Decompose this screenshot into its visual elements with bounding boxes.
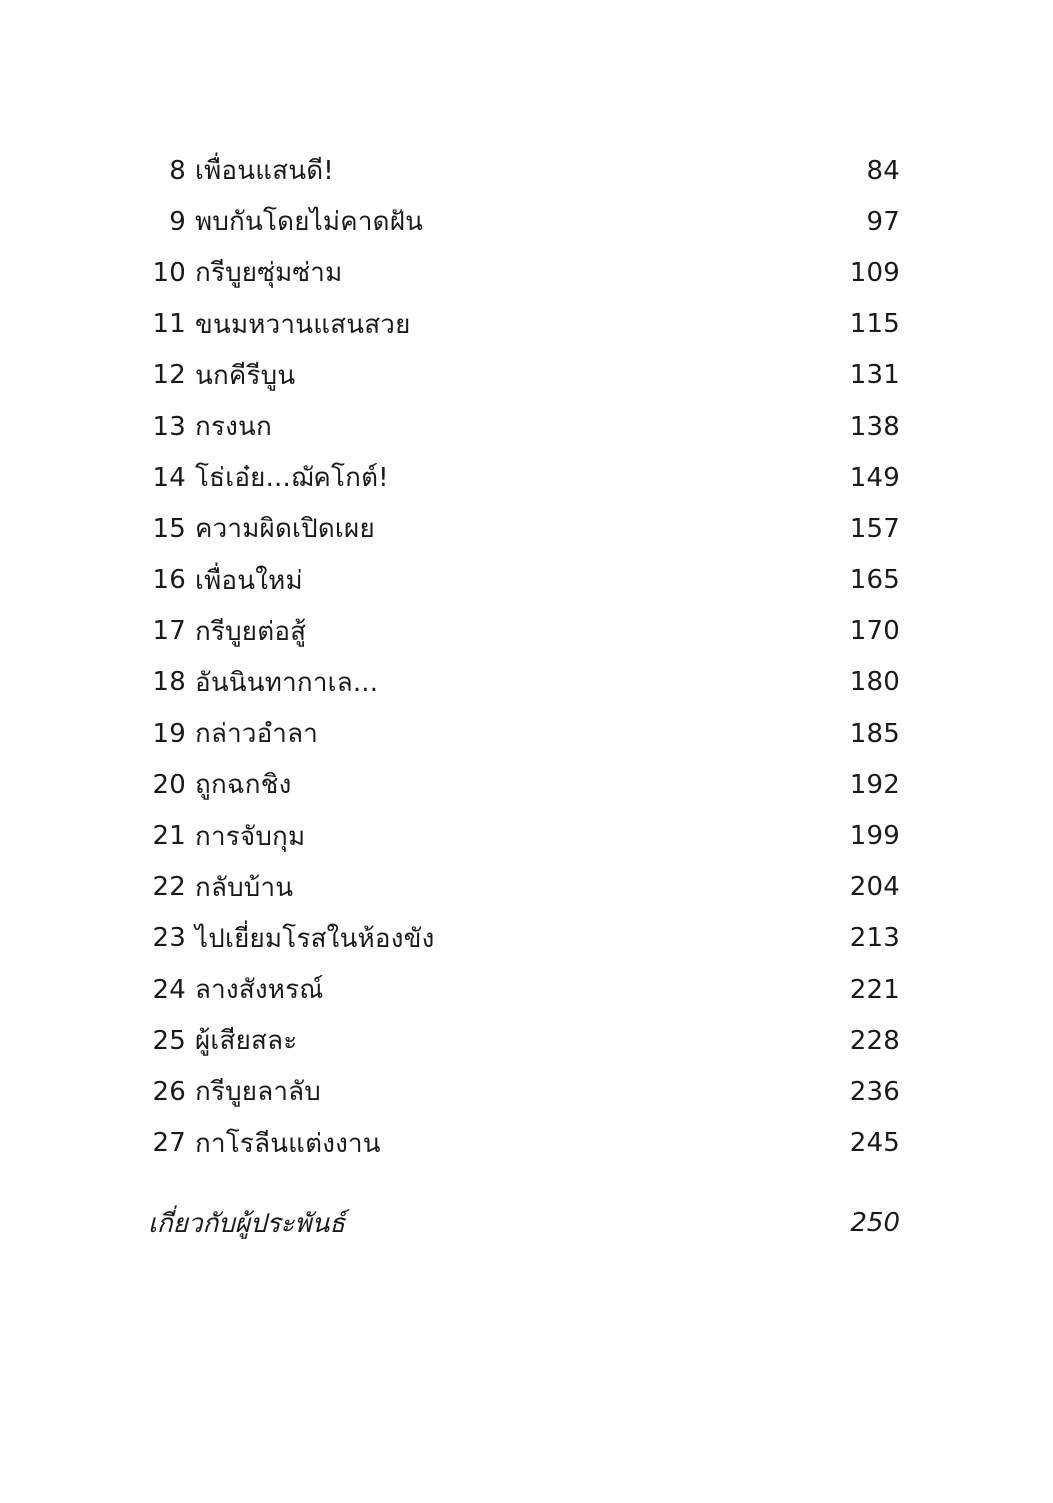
chapter-number: 14 — [152, 462, 186, 493]
page-number: 236 — [849, 1076, 900, 1107]
toc-entry — [148, 503, 900, 554]
chapter-title: ลางสังหรณ์ — [195, 975, 324, 1006]
toc-entry — [148, 708, 900, 759]
chapter-title: อันนินทากาเล... — [195, 667, 379, 698]
toc-entry — [148, 913, 900, 964]
page-number: 149 — [849, 462, 900, 493]
chapter-title: กลับบ้าน — [195, 872, 294, 903]
chapter-title: ขนมหวานแสนสวย — [195, 309, 411, 340]
chapter-title: กล่าวอำลา — [195, 719, 319, 750]
chapter-number: 9 — [169, 206, 186, 237]
chapter-number: 21 — [152, 821, 186, 852]
toc-entry — [148, 1015, 900, 1066]
toc-entry — [148, 196, 900, 247]
toc-entry — [148, 759, 900, 810]
chapter-number: 17 — [152, 616, 186, 647]
page-number: 170 — [849, 616, 900, 647]
toc-entry — [148, 401, 900, 452]
toc-entry — [148, 810, 900, 861]
chapter-number: 16 — [152, 565, 186, 596]
chapter-title: ไปเยี่ยมโรสในห้องขัง — [195, 923, 435, 954]
chapter-number: 22 — [152, 872, 186, 903]
page-number: 165 — [849, 565, 900, 596]
toc-entry — [148, 555, 900, 606]
chapter-title: โธ่เอ๋ย...ฌัคโกต์! — [195, 463, 389, 494]
page-number: 245 — [849, 1128, 900, 1159]
chapter-number: 18 — [152, 667, 186, 698]
page-number: 192 — [849, 769, 900, 800]
toc-entry — [148, 145, 900, 196]
chapter-number: 13 — [152, 411, 186, 442]
toc-entry — [148, 1066, 900, 1117]
toc-appendix-entry — [148, 1197, 900, 1249]
page-number: 199 — [849, 821, 900, 852]
page-number: 131 — [849, 360, 900, 391]
chapter-title: ความผิดเปิดเผย — [195, 514, 375, 545]
toc-entry — [148, 247, 900, 298]
page-number: 138 — [849, 411, 900, 442]
chapter-number: 26 — [152, 1076, 186, 1107]
chapter-number: 27 — [152, 1128, 186, 1159]
chapter-title: กรีบูยซุ่มซ่าม — [195, 258, 343, 289]
page-number: 109 — [849, 257, 900, 288]
appendix-title: เกี่ยวกับผู้ประพันธ์ — [148, 1208, 346, 1239]
chapter-title: กรีบูยต่อสู้ — [195, 616, 307, 647]
chapter-number: 12 — [152, 360, 186, 391]
chapter-number: 24 — [152, 974, 186, 1005]
chapter-title: เพื่อนแสนดี! — [195, 156, 334, 187]
page-number: 204 — [849, 872, 900, 903]
chapter-number: 10 — [152, 257, 186, 288]
toc-entry — [148, 862, 900, 913]
page-number: 115 — [849, 309, 900, 340]
chapter-title: กรีบูยลาลับ — [195, 1077, 322, 1108]
page-number: 97 — [866, 206, 900, 237]
toc-entry — [148, 350, 900, 401]
toc-entry — [148, 964, 900, 1015]
chapter-title: พบกันโดยไม่คาดฝัน — [195, 207, 424, 238]
toc-entry — [148, 606, 900, 657]
toc-entry — [148, 452, 900, 503]
chapter-title: กาโรลีนแต่งงาน — [195, 1128, 381, 1159]
page-number: 228 — [849, 1025, 900, 1056]
toc-entry — [148, 657, 900, 708]
page-number: 213 — [849, 923, 900, 954]
toc-entry — [148, 299, 900, 350]
chapter-title: นกคีรีบูน — [195, 360, 296, 391]
chapter-number: 19 — [152, 718, 186, 749]
chapter-title: ผู้เสียสละ — [195, 1026, 298, 1057]
chapter-title: กรงนก — [195, 412, 272, 443]
chapter-number: 25 — [152, 1025, 186, 1056]
page-number: 180 — [849, 667, 900, 698]
page-number: 185 — [849, 718, 900, 749]
page-number: 157 — [849, 513, 900, 544]
chapter-number: 8 — [169, 155, 186, 186]
page-number: 84 — [866, 155, 900, 186]
chapter-number: 11 — [152, 309, 186, 340]
chapter-title: การจับกุม — [195, 821, 306, 852]
chapter-number: 23 — [152, 923, 186, 954]
page-number: 221 — [849, 974, 900, 1005]
chapter-number: 20 — [152, 769, 186, 800]
chapter-title: ถูกฉกชิง — [195, 770, 292, 801]
chapter-number: 15 — [152, 513, 186, 544]
appendix-page-number: 250 — [850, 1208, 900, 1238]
table-of-contents — [148, 145, 900, 1169]
toc-entry — [148, 1118, 900, 1169]
chapter-title: เพื่อนใหม่ — [195, 565, 303, 596]
